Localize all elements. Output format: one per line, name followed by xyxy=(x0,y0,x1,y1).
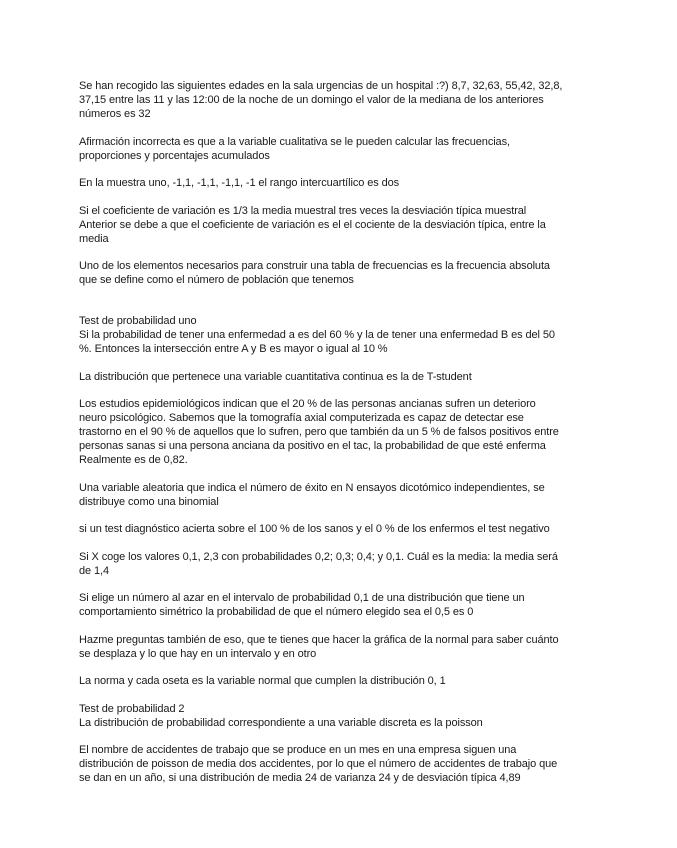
text-line: se desplaza y lo que hay en un intervalo y en otro xyxy=(79,647,317,660)
text-line: proporciones y porcentajes acumulados xyxy=(79,149,270,162)
text-line: La distribución de probabilidad correspondiente a una variable discreta es la poisson xyxy=(79,716,483,729)
text-line: Los estudios epidemiológicos indican que el 20 % de las personas ancianas sufren un deterioro xyxy=(79,398,536,410)
text-line: 37,15 entre las 11 y las 12:00 de la noche de un domingo el valor de la mediana de los anteriores xyxy=(79,94,544,106)
text-line: El nombre de accidentes de trabajo que se produce en un mes en una empresa siguen una xyxy=(79,744,517,756)
paragraph xyxy=(79,370,607,384)
text-line: trastorno en el 90 % de aquellos que lo sufren, pero que también da un 5 % de falsos positivos entre xyxy=(79,426,559,438)
text-line: Afirmación incorrecta es que a la variable cualitativa se le pueden calcular las frecuencias, xyxy=(79,135,510,148)
text-line: Uno de los elementos necesarios para construir una tabla de frecuencias es la frecuencia absoluta xyxy=(79,260,550,272)
paragraph xyxy=(79,550,607,578)
paragraph xyxy=(79,743,607,785)
text-line: si un test diagnóstico acierta sobre el 100 % de los sanos y el 0 % de los enfermos el test negativo xyxy=(79,523,550,535)
paragraph xyxy=(79,674,607,688)
text-line: Realmente es de 0,82. xyxy=(79,454,188,466)
text-line: que se define como el número de población que tenemos xyxy=(79,274,354,286)
text-line: Hazme preguntas también de eso, que te tienes que hacer la gráfica de la normal para saber cuánto xyxy=(79,633,559,646)
text-line: %. Entonces la intersección entre A y B es mayor o igual al 10 % xyxy=(79,343,388,355)
text-line: Si X coge los valores 0,1, 2,3 con probabilidades 0,2; 0,3; 0,4; y 0,1. Cuál es la media: la media será xyxy=(79,550,558,563)
paragraph xyxy=(79,397,607,467)
text-line: Test de probabilidad uno xyxy=(79,315,197,327)
paragraph xyxy=(79,481,607,509)
text-line: Una variable aleatoria que indica el número de éxito en N ensayos dicotómico independientes, se xyxy=(79,481,545,494)
paragraph xyxy=(79,702,607,730)
text-line: La norma y cada oseta es la variable normal que cumplen la distribución 0, 1 xyxy=(79,675,446,687)
text-line: Si la probabilidad de tener una enfermedad a es del 60 % y la de tener una enfermedad B es del 50 xyxy=(79,329,555,341)
text-line: En la muestra uno, -1,1, -1,1, -1,1, -1 el rango intercuartílico es dos xyxy=(79,177,400,189)
text-line: números es 32 xyxy=(79,108,151,120)
paragraph xyxy=(79,135,607,163)
text-line: distribuye como una binomial xyxy=(79,495,219,508)
paragraph xyxy=(79,204,607,246)
text-line: Si elige un número al azar en el intervalo de probabilidad 0,1 de una distribución que tiene un xyxy=(79,592,525,604)
text-line: personas sanas si una persona anciana da positivo en el tac, la probabilidad de que esté enferma xyxy=(79,440,546,452)
paragraph xyxy=(79,633,607,661)
text-line: Anterior se debe a que el coeficiente de variación es el el cociente de la desviación típica, entre la xyxy=(79,218,546,231)
paragraph xyxy=(79,591,607,619)
text-line: media xyxy=(79,232,109,245)
text-line: Se han recogido las siguientes edades en la sala urgencias de un hospital :?) 8,7, 32,63, 55,42, 32,8, xyxy=(79,80,563,92)
text-line: Test de probabilidad 2 xyxy=(79,702,185,715)
paragraph xyxy=(79,259,607,287)
paragraph xyxy=(79,522,607,536)
text-line: Si el coeficiente de variación es 1/3 la media muestral tres veces la desviación típica muestral xyxy=(79,204,527,217)
text-line: comportamiento simétrico la probabilidad de que el número elegido sea el 0,5 es 0 xyxy=(79,606,474,618)
document-body xyxy=(79,79,607,785)
text-line: La distribución que pertenece una variable cuantitativa continua es la de T-student xyxy=(79,370,472,383)
paragraph xyxy=(79,176,607,190)
paragraph xyxy=(79,314,607,356)
paragraph xyxy=(79,79,607,121)
text-line: de 1,4 xyxy=(79,564,109,577)
text-line: se dan en un año, si una distribución de media 24 de varianza 24 y de desviación típica 4,89 xyxy=(79,772,521,784)
text-line: neuro psicológico. Sabemos que la tomografía axial computerizada es capaz de detectar ese xyxy=(79,412,524,424)
text-line: distribución de poisson de media dos accidentes, por lo que el número de accidentes de trabajo que xyxy=(79,758,558,770)
